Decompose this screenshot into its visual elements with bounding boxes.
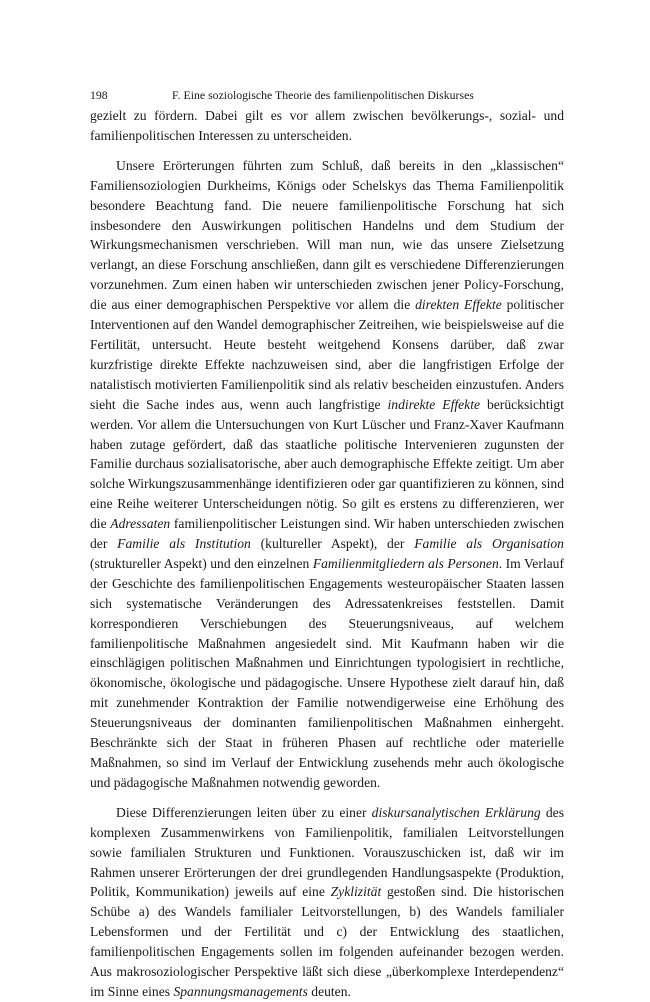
emphasis-text: Familienmitgliedern als Personen bbox=[312, 555, 499, 571]
document-page bbox=[90, 84, 564, 1002]
text-run: familienpolitischer Leistungen sind. Wir haben unterschieden zwischen der bbox=[90, 516, 564, 552]
emphasis-text: Adressaten bbox=[110, 516, 171, 532]
running-title: F. Eine soziologische Theorie des familienpolitischen Diskurses bbox=[172, 88, 474, 102]
text-run: gezielt zu fördern. Dabei gilt es vor allem zwischen bevölkerungs-, sozial- und familienpolitischen Interessen zu unterscheiden. bbox=[90, 108, 564, 143]
emphasis-text: Spannungsmanagements bbox=[173, 983, 308, 999]
text-run: Diese Differenzierungen leiten über zu einer bbox=[116, 804, 372, 820]
emphasis-text: indirekte Effekte bbox=[387, 396, 481, 412]
paragraph-2 bbox=[90, 156, 564, 793]
paragraph-1 bbox=[90, 106, 564, 146]
text-run: (struktureller Aspekt) und den einzelnen bbox=[90, 555, 313, 571]
emphasis-text: Familie als Institution bbox=[117, 536, 251, 552]
text-run: (kultureller Aspekt), der bbox=[250, 536, 415, 552]
emphasis-text: direkten Effekte bbox=[415, 297, 502, 313]
paragraph-3 bbox=[90, 803, 564, 1002]
emphasis-text: Familie als Organisation bbox=[414, 536, 564, 552]
page-number: 198 bbox=[90, 88, 108, 102]
text-run: politischer Interventionen auf den Wandel demographischer Zeitreihen, wie beispielsweise auf die Fertilität, untersucht. Heute besteht weitgehend Konsens darüber, daß zwar kurzfristige direkte Effekte nachzuweisen sind, aber die langfristigen Erfolge der natalistisch motivierten Familienpolitik sind als relativ bescheiden einzustufen. Anders sieht die Sache indes aus, wenn auch langfristige bbox=[90, 297, 565, 412]
text-run: gestoßen sind. Die historischen Schübe a) des Wandels familialer Leitvorstellungen, b) des Wandels familialer Lebensformen und der Fertilität und c) der Entwicklung des staatlichen, familienpolitischen Engagements sollen im folgenden aufeinander bezogen werden. Aus makrosoziologischer Perspektive läßt sich diese „überkomplexe Interdependenz“ im Sinne eines bbox=[90, 884, 564, 999]
page-header bbox=[90, 84, 564, 106]
text-run: Unsere Erörterungen führten zum Schluß, daß bereits in den „klassischen“ Familiensoziologien Durkheims, Königs oder Schelskys das Thema Familienpolitik besondere Beachtung fand. Die neuere familienpolitische Forschung hat sich insbesondere den Auswirkungen politischen Handelns und dem Studium der Wirkungsmechanismen verschrieben. Will man nun, wie das unsere Zielsetzung verlangt, an diese Forschung anschließen, dann gilt es verschiedene Differenzierungen vorzunehmen. Zum einen haben wir unterschieden zwischen jener Policy-Forschung, die aus einer demographischen Perspektive vor allem die bbox=[90, 157, 564, 313]
text-run: des komplexen Zusammenwirkens von Familienpolitik, familialen Leitvorstellungen sowie familialen Strukturen und Funktionen. Vorauszuschicken ist, daß wir im Rahmen unserer Erörterungen der drei grundlegenden Handlungsaspekte (Produktion, Politik, Kommunikation) jeweils auf eine bbox=[90, 804, 564, 900]
text-run: berücksichtigt werden. Vor allem die Untersuchungen von Kurt Lüscher und Franz-Xaver Kaufmann haben zutage gefördert, daß das staatliche politische Intervenieren zugunsten der Familie durchaus sozialisatorische, aber auch demographische Effekte zeitigt. Um aber solche Wirkungszusammenhänge identifizieren oder gar quantifizieren zu können, sind eine Reihe weiterer Unterscheidungen nötig. So gilt es erstens zu differenzieren, wer die bbox=[90, 396, 564, 532]
text-run: deuten. bbox=[307, 983, 351, 999]
text-run: . Im Verlauf der Geschichte des familienpolitischen Engagements westeuropäischer Staaten lassen sich systematische Veränderungen des Adressatenkreises feststellen. Damit korrespondieren Verschiebungen des Steuerungsniveaus, auf welchem familienpolitische Maßnahmen angesiedelt sind. Mit Kaufmann haben wir die einschlägigen politischen Maßnahmen und Einrichtungen typologisiert in rechtliche, ökonomische, ökologische und pädagogische. Unsere Hypothese zielt darauf hin, daß mit zunehmender Kontraktion der Familie notwendigerweise eine Erhöhung des Steuerungsniveaus der dominanten familienpolitischen Maßnahmen einhergeht. Beschränkte sich der Staat in früheren Phasen auf rechtliche oder materielle Maßnahmen, so sind im Verlauf der Entwicklung zusehends mehr auch ökologische und pädagogische Maßnahmen notwendig geworden. bbox=[90, 555, 564, 790]
emphasis-text: diskursanalytischen Erklärung bbox=[371, 804, 541, 820]
emphasis-text: Zyklizität bbox=[330, 884, 382, 900]
